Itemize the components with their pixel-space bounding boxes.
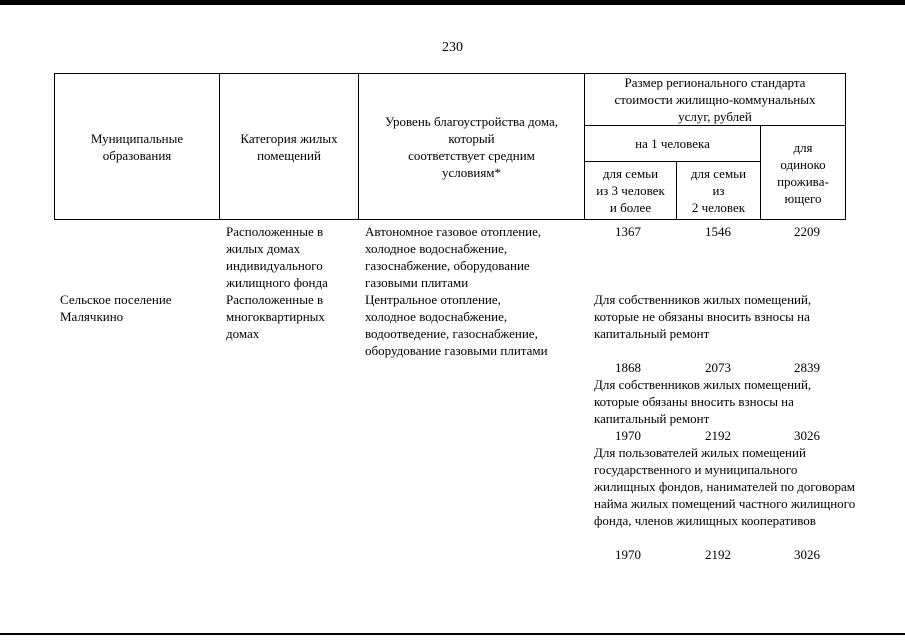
value-family2: 1546: [705, 224, 731, 239]
col-header-standard-size: Размер регионального стандарта стоимости жилищно-коммунальных услуг, рублей: [585, 74, 846, 126]
group-value: 2192: [705, 547, 731, 562]
group-value: 1970: [615, 547, 641, 562]
col-header-per-person: на 1 человека: [585, 126, 761, 162]
group-value: 2073: [705, 360, 731, 375]
group-value: 1970: [615, 428, 641, 443]
amenity-individual: Автономное газовое отопление, холодное водоснабжение, газоснабжение, оборудование газовыми плитами: [365, 224, 542, 290]
col-header-amenity: Уровень благоустройства дома, который соответствует средним условиям*: [359, 74, 585, 220]
col-header-family-2: для семьи из 2 человек: [677, 162, 761, 220]
col-header-single: для одиноко проживa- ющего: [761, 126, 846, 220]
group-note: Для собственников жилых помещений, которые не обязаны вносить взносы на капитальный ремонт: [594, 292, 812, 341]
group-value: 3026: [794, 547, 820, 562]
col-header-category: Категория жилых помещений: [220, 74, 359, 220]
value-single: 2209: [794, 224, 820, 239]
header-table: [54, 73, 846, 220]
group-note: Для собственников жилых помещений, которые обязаны вносить взносы на капитальный ремонт: [594, 377, 812, 426]
group-value: 3026: [794, 428, 820, 443]
group-note: Для пользователей жилых помещений государственного и муниципального жилищных фондов, нанимателей по договорам найма жилых помещений частного жилищного фонда, членов жилищных кооперативов: [594, 445, 856, 528]
bottom-border: [0, 633, 905, 635]
category-individual: Расположенные в жилых домах индивидуального жилищного фонда: [226, 224, 328, 290]
amenity-apartment: Центральное отопление, холодное водоснабжение, водоотведение, газоснабжение, оборудование газовыми плитами: [365, 292, 548, 358]
col-header-municipal: Муниципальные образования: [55, 74, 220, 220]
group-value: 2839: [794, 360, 820, 375]
group-value: 2192: [705, 428, 731, 443]
category-apartment: Расположенные в многоквартирных домах: [226, 292, 325, 341]
top-border: [0, 0, 905, 5]
municipality-name: Сельское поселение Малячкино: [60, 292, 172, 324]
page-number: 230: [442, 40, 463, 55]
col-header-family-3: для семьи из 3 человек и более: [585, 162, 677, 220]
value-family3: 1367: [615, 224, 641, 239]
group-value: 1868: [615, 360, 641, 375]
